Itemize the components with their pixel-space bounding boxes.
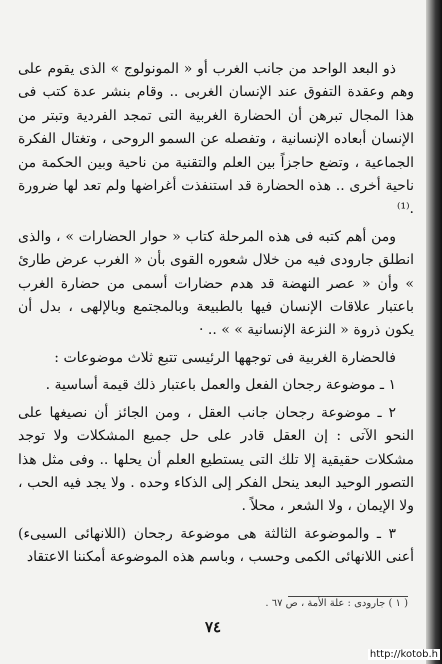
- list-item-3: ٣ ـ والموضوعة الثالثة هى موضوعة رجحان (اللانهائى السيىء) أعنى اللانهائى الكمى وحسب ، وباسم هذه الموضوعة أمكننا الاعتقاد: [18, 525, 414, 566]
- paragraph-3: فالحضارة الغربية فى توجهها الرئيسى تتبع ثلاث موضوعات :: [54, 349, 396, 366]
- page-number: ٧٤: [204, 618, 222, 636]
- page-edge-shadow: [426, 0, 442, 664]
- paragraph-1: ذو البعد الواحد من جانب الغرب أو « المونولوج » الذى يقوم على وهم وعقدة التفوق عند الإنسان الغربى .. وقام بنشر عدة كتب فى هذا المجال تبرهن أن الحضارة الغربية التى تمجد الفردية وتبتر من الإنسان أبعاده الإنسانية ، وتفصله عن السمو الروحى ، وتغتال الفكرة الجماعية ، وتضع حاجزاً بين العلم والتقنية من ناحية وبين الحكمة من ناحية أخرى .. هذه الحضارة قد استنفذت أغراضها ولم تعد لها ضرورة .⁽¹⁾: [18, 61, 414, 218]
- list-item-1: ١ ـ موضوعة رجحان الفعل والعمل باعتبار ذلك قيمة أساسية .: [45, 377, 396, 394]
- watermark-url: http://kotob.h: [369, 649, 438, 660]
- paragraph-2: ومن أهم كتبه فى هذه المرحلة كتاب « حوار الحضارات » ، والذى انطلق جارودى فيه من خلال شعوره القوى بأن « الغرب عرض طارئ » وأن « عصر النهضة قد هدم حضارات أسمى من حضارة الغرب باعتبار علاقات الإنسان فيها بالطبيعة وبالمجتمع وبالإلهى ، بدل أن يكون ذروة « النزعة الإنسانية » » .. ·: [18, 228, 414, 339]
- footnote: ( ١ ) جارودى : علة الأمة ، ص ٦٧ .: [265, 598, 408, 609]
- list-item-2: ٢ ـ موضوعة رجحان جانب العقل ، ومن الجائز أن نصيغها على النحو الآتى : إن العقل قادر على حل جميع المشكلات ولا توجد مشكلات حقيقية إلا تلك التى يستطيع العلم أن يحلها .. وفى مثل هذا التصور الوحيد البعد ينحل الفكر إلى الذكاء وحده . ولا يجد فيه الحب ، ولا الإيمان ، ولا الشعر ، محلاً .: [18, 404, 414, 515]
- footnote-divider: [288, 596, 408, 597]
- body-text: [18, 58, 414, 570]
